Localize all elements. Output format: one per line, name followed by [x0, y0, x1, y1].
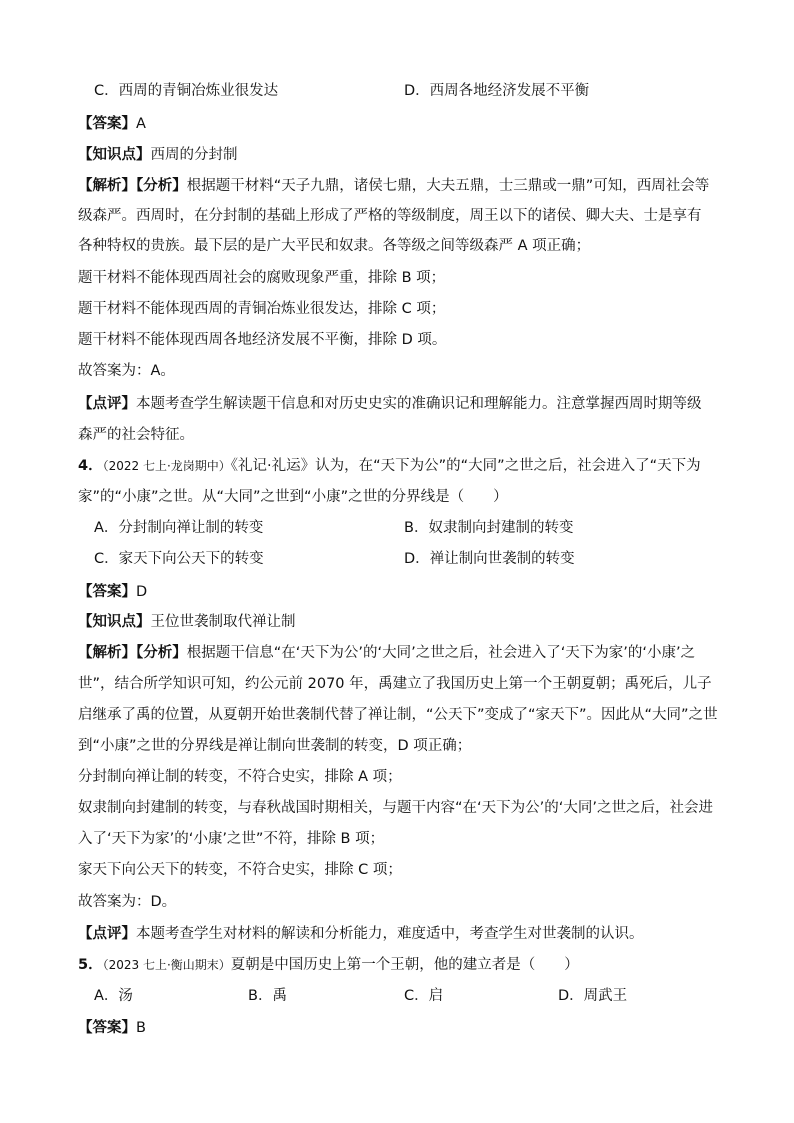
analysis-label: 【解析】【分析】 [78, 645, 187, 661]
question-source: （2023 七上·衡山期末） [102, 958, 231, 972]
knowledge-label: 【知识点】 [78, 614, 151, 630]
q3-answer [78, 114, 728, 134]
q3-comment-line: 森严的社会特征。 [78, 427, 194, 443]
q3-option-c: C．西周的青铜冶炼业很发达 [94, 83, 279, 99]
q3-knowledge [78, 145, 728, 165]
q3-comment [78, 394, 728, 414]
q5-option-c: C．启 [404, 988, 444, 1004]
q5-option-b: B．禹 [248, 988, 287, 1004]
answer-value: B [136, 1020, 146, 1036]
q3-analysis-line [78, 176, 728, 196]
question-source: （2022 七上·龙岗期中） [102, 459, 231, 473]
q4-analysis-line: 家天下向公天下的转变，不符合史实，排除 C 项； [78, 862, 402, 878]
stem-text: 《礼记·礼运》认为，在“天下为公”的“大同”之世之后，社会进入了“天下为 [230, 458, 701, 474]
q4-analysis-line [78, 643, 728, 663]
q4-stem-line: 家”的“小康”之世。从“大同”之世到“小康”之世的分界线是（ ） [78, 489, 508, 505]
answer-label: 【答案】 [78, 1020, 136, 1036]
q4-analysis-line: 世”，结合所学知识可知，约公元前 2070 年，禹建立了我国历史上第一个王朝夏朝；禹死后，儿子 [78, 676, 712, 692]
stem-text: 夏朝是中国历史上第一个王朝，他的建立者是（ ） [230, 957, 579, 973]
q4-analysis-line: 故答案为：D。 [78, 894, 177, 910]
answer-value: A [136, 116, 146, 132]
q4-option-b: B．奴隶制向封建制的转变 [404, 520, 574, 536]
q5-option-a: A．汤 [94, 988, 133, 1004]
answer-label: 【答案】 [78, 116, 136, 132]
q5-option-d: D．周武王 [558, 988, 628, 1004]
q3-analysis-line: 故答案为：A。 [78, 363, 175, 379]
answer-value: D [136, 584, 148, 600]
question-number: 4． [78, 458, 103, 474]
q4-analysis-line: 入了‘天下为家’的‘小康’之世”不符，排除 B 项； [78, 831, 385, 847]
knowledge-value: 西周的分封制 [150, 147, 238, 163]
q4-comment [78, 924, 728, 944]
q4-analysis-line: 启继承了禹的位置，从夏朝开始世袭制代替了禅让制，“公天下”变成了“家天下”。因此从“大同”之世 [78, 707, 718, 723]
knowledge-value: 王位世袭制取代禅让制 [150, 614, 296, 630]
q4-analysis-line: 到“小康”之世的分界线是禅让制向世袭制的转变，D 项正确； [78, 738, 472, 754]
q5-answer [78, 1018, 728, 1038]
question-number: 5． [78, 957, 103, 973]
comment-text: 本题考查学生对材料的解读和分析能力，难度适中，考查学生对世袭制的认识。 [136, 926, 644, 942]
analysis-text: 根据题干信息“在‘天下为公’的‘大同’之世之后，社会进入了‘天下为家’的‘小康’之 [186, 645, 696, 661]
q3-analysis-line: 各种特权的贵族。最下层的是广大平民和奴隶。各等级之间等级森严 A 项正确； [78, 238, 591, 254]
q3-option-d: D．西周各地经济发展不平衡 [404, 83, 590, 99]
q3-analysis-line: 题干材料不能体现西周的青铜冶炼业很发达，排除 C 项； [78, 301, 446, 317]
analysis-text: 根据题干材料“天子九鼎，诸侯七鼎，大夫五鼎，士三鼎或一鼎”可知，西周社会等 [186, 178, 710, 194]
q4-option-c: C．家天下向公天下的转变 [94, 551, 264, 567]
q4-option-a: A．分封制向禅让制的转变 [94, 520, 264, 536]
q4-analysis-line: 分封制向禅让制的转变，不符合史实，排除 A 项； [78, 769, 402, 785]
analysis-label: 【解析】【分析】 [78, 178, 187, 194]
q3-analysis-line: 题干材料不能体现西周各地经济发展不平衡，排除 D 项。 [78, 332, 447, 348]
comment-text: 本题考查学生解读题干信息和对历史史实的准确识记和理解能力。注意掌握西周时期等级 [136, 396, 702, 412]
q4-option-d: D．禅让制向世袭制的转变 [404, 551, 575, 567]
q4-answer [78, 582, 728, 602]
q4-knowledge [78, 612, 728, 632]
q3-analysis-line: 级森严。西周时，在分封制的基础上形成了严格的等级制度，周王以下的诸侯、卿大夫、士是享有 [78, 208, 702, 224]
knowledge-label: 【知识点】 [78, 147, 151, 163]
q3-analysis-line: 题干材料不能体现西周社会的腐败现象严重，排除 B 项； [78, 270, 446, 286]
comment-label: 【点评】 [78, 926, 136, 942]
comment-label: 【点评】 [78, 396, 136, 412]
q5-stem [78, 955, 728, 975]
q4-stem [78, 456, 728, 476]
q4-analysis-line: 奴隶制向封建制的转变，与春秋战国时期相关，与题干内容“在‘天下为公’的‘大同’之世之后，社会进 [78, 800, 713, 816]
answer-label: 【答案】 [78, 584, 136, 600]
